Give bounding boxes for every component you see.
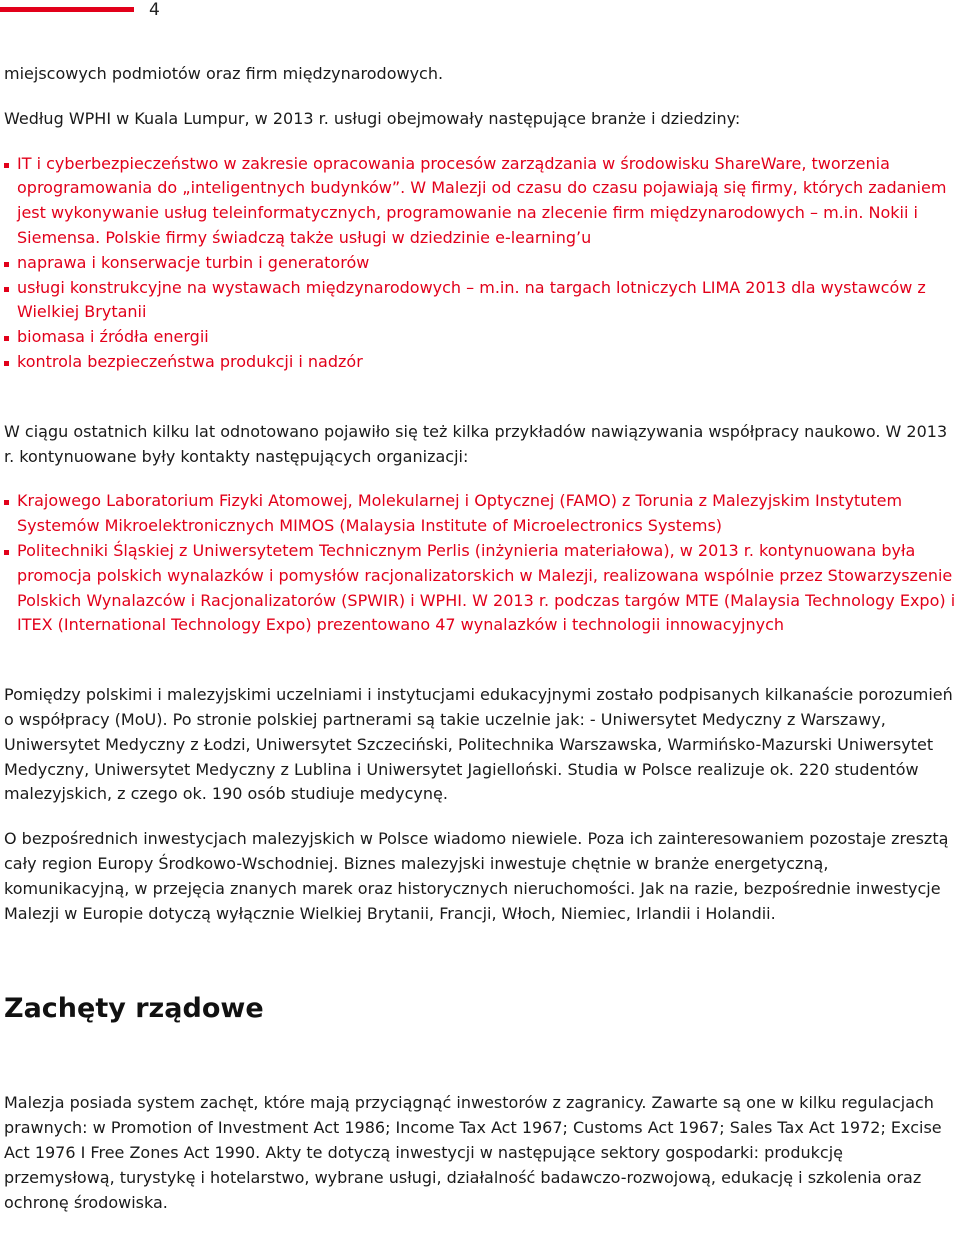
universities-paragraph: Pomiędzy polskimi i malezyjskimi uczelniami i instytucjami edukacyjnymi zostało podpisanych kilkanaście porozumień o współpracy (MoU). Po stronie polskiej partnerami są takie uczelnie jak: - Uniwersytet Medyczny z Warszawy, Uniwersytet Medyczny z Łodzi, Uniwersytet Szczeciński, Politechnika Warszawska, Warmińsko-Mazurski Uniwersytet Medyczny, Uniwersytet Medyczny z Lublina i Uniwersytet Jagielloński. Studia w Polsce realizuje ok. 220 studentów malezyjskich, z czego ok. 190 osób studiuje medycynę. [4, 685, 953, 804]
list-item: usługi konstrukcyjne na wystawach międzynarodowych – m.in. na targach lotniczych LIMA 2013 dla wystawców z Wielkiej Brytanii [4, 276, 956, 326]
page-number: 4 [149, 0, 160, 20]
list-item: Krajowego Laboratorium Fizyki Atomowej, Molekularnej i Optycznej (FAMO) z Torunia z Malezyjskim Instytutem Systemów Mikroelektronicznych MIMOS (Malaysia Institute of Microelectronics Systems) [4, 489, 956, 539]
list-item: kontrola bezpieczeństwa produkcji i nadzór [4, 350, 956, 375]
services-intro: Według WPHI w Kuala Lumpur, w 2013 r. usługi obejmowały następujące branże i dziedziny: [4, 108, 741, 128]
list-item: biomasa i źródła energii [4, 325, 956, 350]
document-body [4, 0, 956, 1215]
intro-line: miejscowych podmiotów oraz firm międzynarodowych. [4, 64, 444, 83]
section-heading-incentives: Zachęty rządowe [4, 993, 264, 1025]
cooperation-intro: W ciągu ostatnich kilku lat odnotowano pojawiło się też kilka przykładów nawiązywania współpracy naukowo. W 2013 r. kontynuowane były kontakty następujących organizacji: [4, 421, 948, 466]
incentives-paragraph: Malezja posiada system zachęt, które mają przyciągnąć inwestorów z zagranicy. Zawarte są one w kilku regulacjach prawnych: w Promotion of Investment Act 1986; Income Tax Act 1967; Customs Act 1967; Sales Tax Act 1972; Excise Act 1976 I Free Zones Act 1990. Akty te dotyczą inwestycji w następujące sektory gospodarki: produkcję przemysłową, turystykę i hotelarstwo, wybrane usługi, działalność badawczo-rozwojową, edukację i szkolenia oraz ochronę środowiska. [4, 1093, 942, 1212]
list-item: IT i cyberbezpieczeństwo w zakresie opracowania procesów zarządzania w środowisku ShareWare, tworzenia oprogramowania do „inteligentnych budynków”. W Malezji od czasu do czasu pojawiają się firmy, których zadaniem jest wykonywanie usług teleinformatycznych, programowanie na zlecenie firm międzynarodowych – m.in. Nokii i Siemensa. Polskie firmy świadczą także usługi w dziedzinie e-learning’u [4, 152, 956, 251]
services-list [4, 152, 956, 375]
list-item: Politechniki Śląskiej z Uniwersytetem Technicznym Perlis (inżynieria materiałowa), w 2013 r. kontynuowana była promocja polskich wynalazków i pomysłów racjonalizatorskich w Malezji, realizowana wspólnie przez Stowarzyszenie Polskich Wynalazców i Racjonalizatorów (SPWIR) i WPHI. W 2013 r. podczas targów MTE (Malaysia Technology Expo) i ITEX (International Technology Expo) prezentowano 47 wynalazków i technologii innowacyjnych [4, 539, 956, 638]
cooperation-list [4, 489, 956, 638]
list-item: naprawa i konserwacje turbin i generatorów [4, 251, 956, 276]
investments-paragraph: O bezpośrednich inwestycjach malezyjskich w Polsce wiadomo niewiele. Poza ich zainteresowaniem pozostaje zresztą cały region Europy Środkowo-Wschodniej. Biznes malezyjski inwestuje chętnie w branże energetyczną, komunikacyjną, w przejęcia znanych marek oraz historycznych nieruchomości. Jak na razie, bezpośrednie inwestycje Malezji w Europie dotyczą wyłącznie Wielkiej Brytanii, Francji, Włoch, Niemiec, Irlandii i Holandii. [4, 829, 949, 923]
